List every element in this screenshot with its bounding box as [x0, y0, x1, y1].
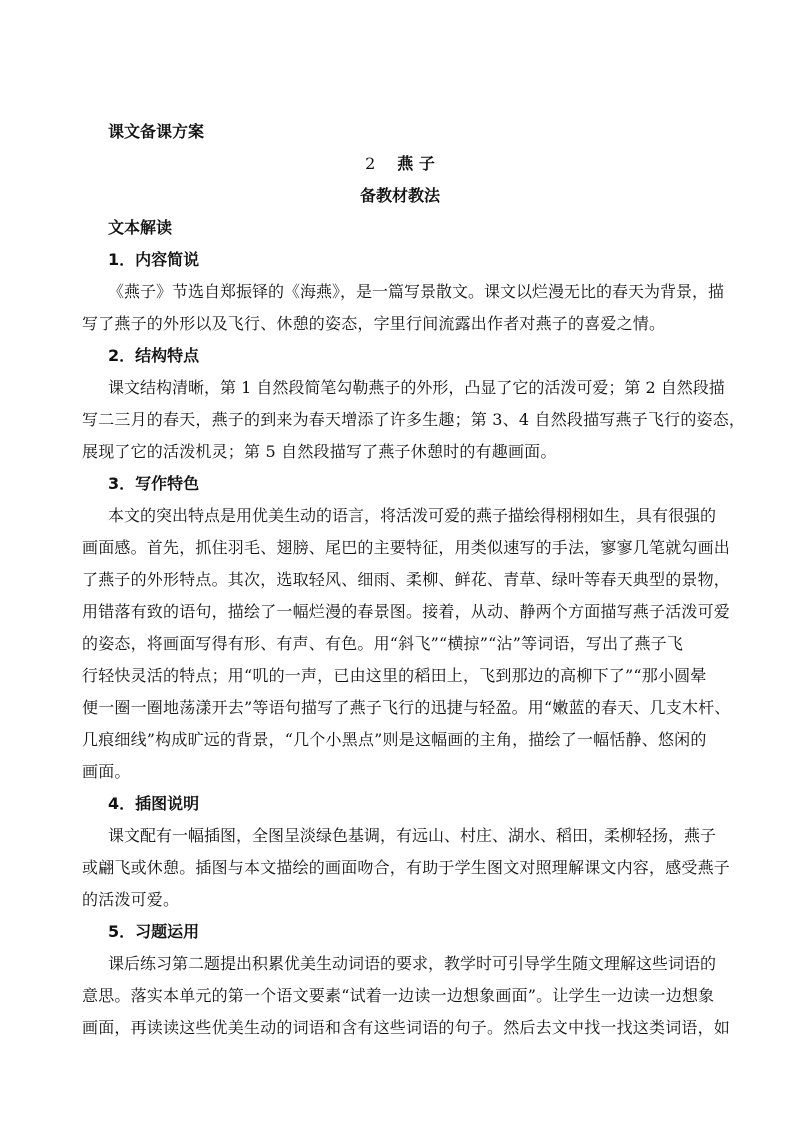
- paragraph-line: 展现了它的活泼机灵；第 5 自然段描写了燕子休憩时的有趣画面。: [82, 442, 557, 461]
- lesson-title: [0, 154, 800, 174]
- paragraph-line: 本文的突出特点是用优美生动的语言，将活泼可爱的燕子描绘得栩栩如生，具有很强的: [108, 506, 717, 525]
- paragraph-line: 课文配有一幅插图，全图呈淡绿色基调，有远山、村庄、湖水、稻田，柔柳轻扬，燕子: [108, 826, 717, 845]
- item-heading: 2．结构特点: [108, 346, 200, 365]
- paragraph-line: 用错落有致的语句，描绘了一幅烂漫的春景图。接着，从动、静两个方面描写燕子活泼可爱: [82, 602, 731, 621]
- paragraph-line: 画面。: [82, 762, 131, 781]
- paragraph-line: 画面，再读读这些优美生动的词语和含有这些词语的句子。然后去文中找一找这类词语，如: [82, 1018, 731, 1037]
- paragraph-line: 画面感。首先，抓住羽毛、翅膀、尾巴的主要特征，用类似速写的手法，寥寥几笔就勾画出: [82, 538, 731, 557]
- section-title: 备教材教法: [359, 186, 440, 205]
- item-heading: 3．写作特色: [108, 474, 200, 493]
- paragraph-line: 或翩飞或休憩。插图与本文描绘的画面吻合，有助于学生图文对照理解课文内容，感受燕子: [82, 858, 731, 877]
- item-heading: 1．内容简说: [108, 250, 200, 269]
- paragraph-line: 便一圈一圈地荡漾开去”等语句描写了燕子飞行的迅捷与轻盈。用“嫩蓝的春天、几支木杆、: [82, 698, 731, 717]
- doc-label: 课文备课方案: [108, 122, 205, 141]
- lesson-name: 燕 子: [397, 154, 435, 173]
- paragraph-line: 的姿态，将画面写得有形、有声、有色。用“斜飞”“横掠”“沾”等词语，写出了燕子飞: [82, 634, 684, 653]
- paragraph-line: 意思。落实本单元的第一个语文要素“试着一边读一边想象画面”。让学生一边读一边想象: [82, 986, 715, 1005]
- paragraph-line: 《燕子》节选自郑振铎的《海燕》，是一篇写景散文。课文以烂漫无比的春天为背景，描: [108, 282, 725, 301]
- paragraph-line: 的活泼可爱。: [82, 890, 180, 909]
- paragraph-line: 几痕细线”构成旷远的背景，“几个小黑点”则是这幅画的主角，描绘了一幅恬静、悠闲的: [82, 730, 707, 749]
- lesson-number: 2: [365, 154, 376, 173]
- paragraph-line: 行轻快灵活的特点；用“叽的一声，已由这里的稻田上，飞到那边的高柳下了”“那小圆晕: [82, 666, 707, 685]
- paragraph-line: 课文结构清晰，第 1 自然段简笔勾勒燕子的外形，凸显了它的活泼可爱；第 2 自然段描: [108, 378, 725, 397]
- paragraph-line: 写二三月的春天，燕子的到来为春天增添了许多生趣；第 3、4 自然段描写燕子飞行的姿态，: [82, 410, 746, 429]
- paragraph-line: 了燕子的外形特点。其次，选取轻风、细雨、柔柳、鲜花、青草、绿叶等春天典型的景物，: [82, 570, 731, 589]
- subsection-title: 文本解读: [108, 218, 173, 237]
- item-heading: 5．习题运用: [108, 922, 200, 941]
- paragraph-line: 课后练习第二题提出积累优美生动词语的要求，教学时可引导学生随文理解这些词语的: [108, 954, 717, 973]
- item-heading: 4．插图说明: [108, 794, 200, 813]
- paragraph-line: 写了燕子的外形以及飞行、休憩的姿态，字里行间流露出作者对燕子的喜爱之情。: [82, 314, 666, 333]
